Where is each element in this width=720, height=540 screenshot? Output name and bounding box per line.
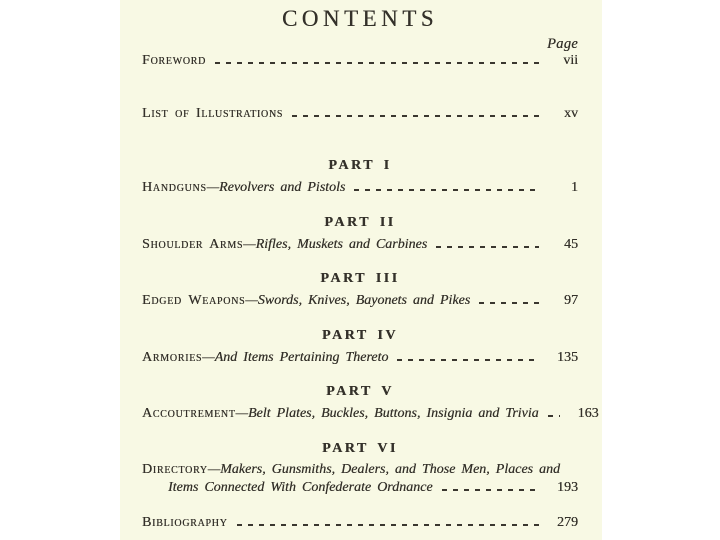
entry-label-caps: Handguns [142,180,207,195]
toc-entry-directory-line1 [142,461,578,479]
entry-label-italic: —Makers, Gunsmiths, Dealers, and Those Men, Places and [207,462,560,477]
entry-label-italic-continued: Items Connected With Confederate Ordnance [168,480,433,495]
book-page [120,0,602,540]
page-title: CONTENTS [281,6,439,31]
part-2-heading: PART II [324,215,396,230]
toc-entry-list-of-illustrations [142,105,578,123]
entry-label-italic: —Swords, Knives, Bayonets and Pikes [245,293,471,308]
toc-entry-accoutrement [142,405,599,423]
dashed-leader [442,489,539,491]
toc-entry-handguns [142,179,578,197]
toc-entry-foreword [142,52,578,70]
toc-entry-edged-weapons [142,292,578,310]
part-6-heading: PART VI [322,441,398,456]
entry-page-number: vii [563,53,578,68]
entry-label: List of Illustrations [142,106,284,121]
dashed-leader [548,415,560,417]
entry-page-number: 163 [577,406,599,421]
entry-page-number: 45 [564,237,578,252]
entry-label-italic: —Belt Plates, Buckles, Buttons, Insignia and Trivia [235,406,539,421]
entry-label-caps: Shoulder Arms [142,237,244,252]
entry-label: Foreword [142,53,206,68]
entry-label-italic: —Revolvers and Pistols [206,180,346,195]
dashed-leader [397,359,539,361]
part-4-heading: PART IV [322,328,398,343]
entry-page-number: xv [564,106,578,121]
entry-page-number: 97 [564,293,578,308]
entry-page-number: 135 [557,350,578,365]
dashed-leader [237,524,539,526]
entry-label-caps: Armories [142,350,203,365]
entry-label-caps: Accoutrement [142,406,236,421]
entry-label-caps: Directory [142,462,208,477]
entry-label-italic: —And Items Pertaining Thereto [202,350,389,365]
entry-page-number: 1 [571,180,578,195]
dashed-leader [436,246,539,248]
entry-label-caps: Edged Weapons [142,293,246,308]
dashed-leader [215,62,539,64]
part-3-heading: PART III [320,271,400,286]
toc-entry-directory-line2 [142,479,578,497]
entry-label: Bibliography [142,515,228,530]
entry-page-number: 279 [557,515,578,530]
page-column-label: Page [547,36,578,52]
part-5-heading: PART V [326,384,394,399]
toc-entry-armories [142,349,578,367]
dashed-leader [292,115,539,117]
dashed-leader [354,189,539,191]
toc-entry-shoulder-arms [142,236,578,254]
entry-label-italic: —Rifles, Muskets and Carbines [243,237,428,252]
part-1-heading: PART I [328,158,392,173]
entry-page-number: 193 [557,480,578,495]
dashed-leader [479,302,539,304]
toc-entry-bibliography [142,514,578,532]
